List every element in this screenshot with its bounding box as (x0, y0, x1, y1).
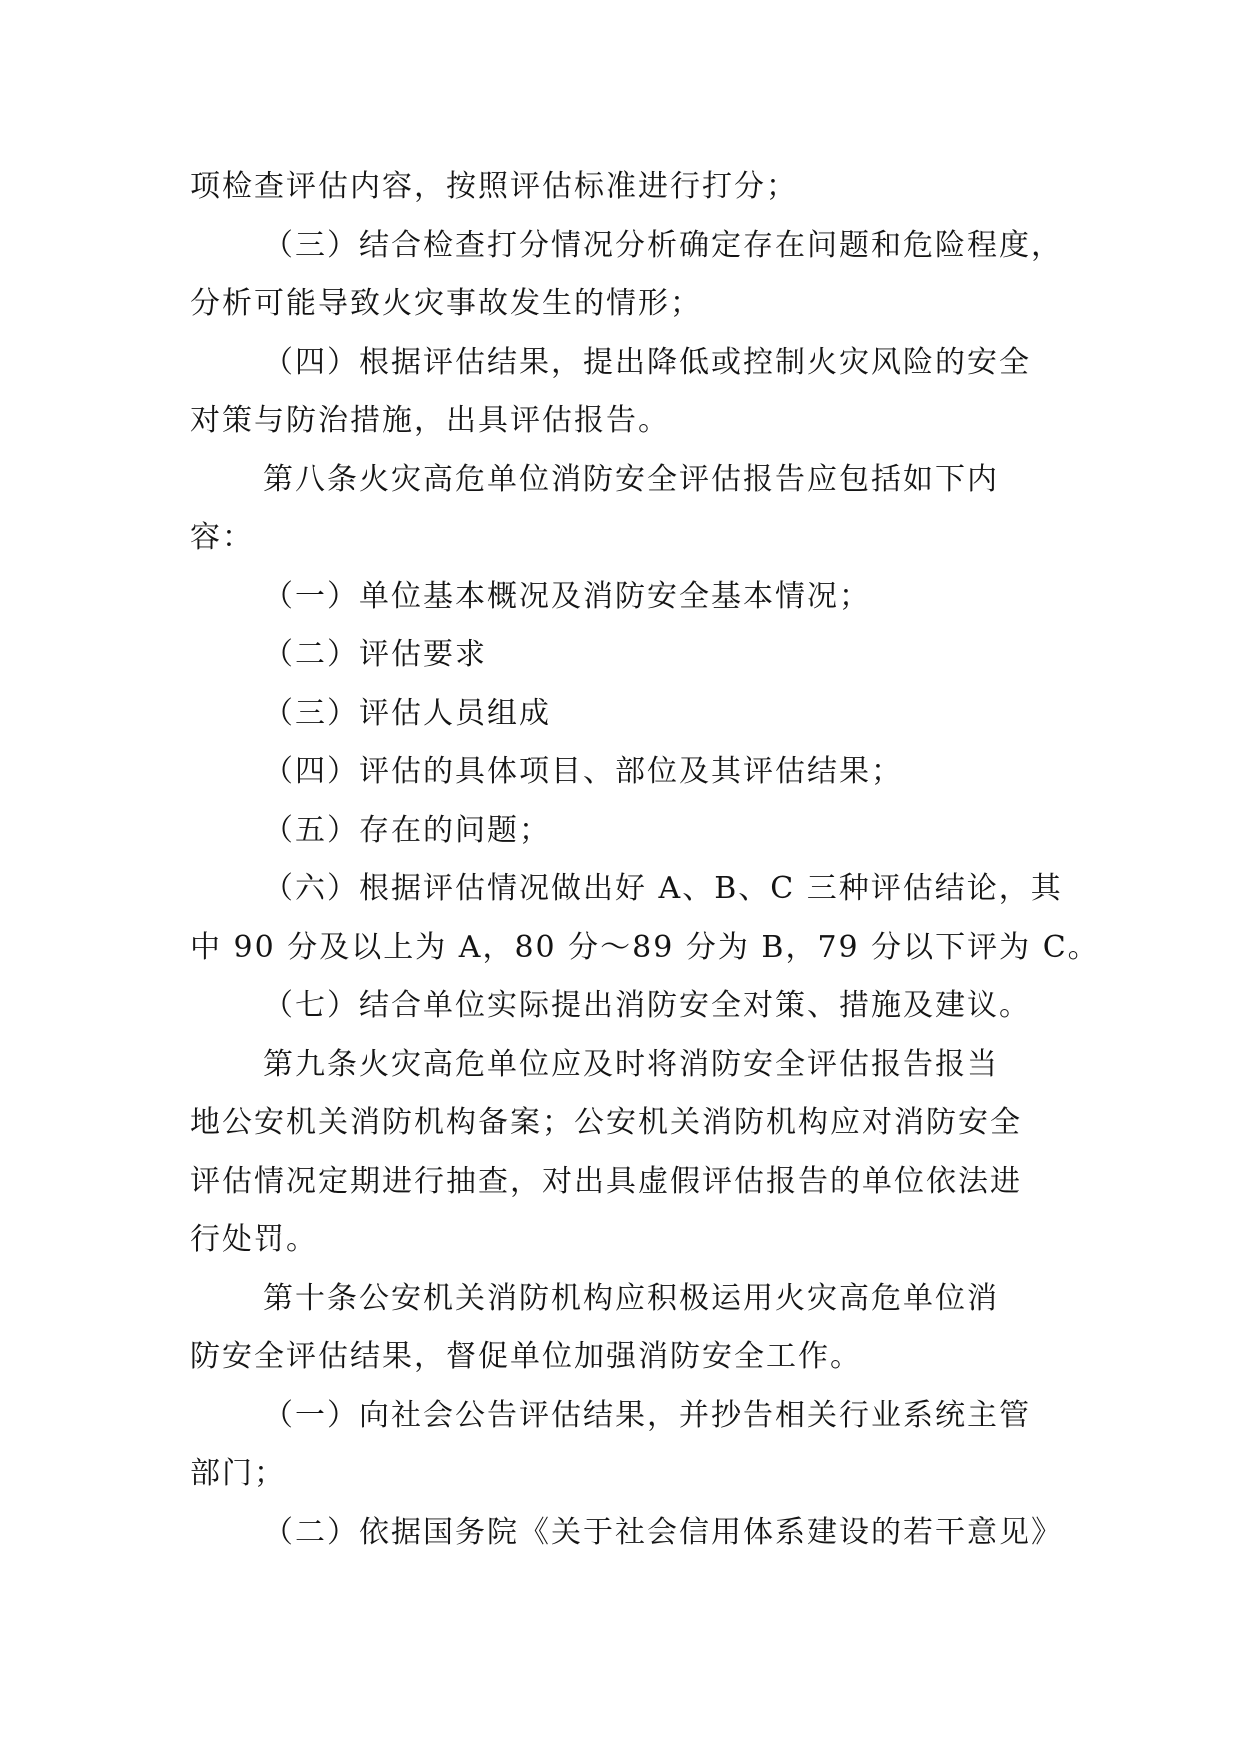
text-line-7: 容： (190, 520, 254, 555)
text-line-2: （三）结合检查打分情况分析确定存在问题和危险程度， (263, 227, 1063, 263)
document-body (190, 158, 1100, 1562)
text-line-19: 行处罚。 (190, 1222, 318, 1257)
text-line-6: 第八条火灾高危单位消防安全评估报告应包括如下内 (263, 461, 999, 497)
text-line-14: 中 90 分及以上为 A，80 分～89 分为 B，79 分以下评为 C。 (190, 929, 1100, 965)
text-line-5: 对策与防治措施，出具评估报告。 (190, 403, 670, 438)
text-line-24: （二）依据国务院《关于社会信用体系建设的若干意见》 (263, 1514, 1063, 1550)
text-line-22: （一）向社会公告评估结果，并抄告相关行业系统主管 (263, 1397, 1031, 1433)
text-line-3: 分析可能导致火灾事故发生的情形； (190, 286, 702, 321)
text-line-15: （七）结合单位实际提出消防安全对策、措施及建议。 (263, 988, 1031, 1023)
text-line-4: （四）根据评估结果，提出降低或控制火灾风险的安全 (263, 344, 1031, 380)
text-line-21: 防安全评估结果，督促单位加强消防安全工作。 (190, 1339, 862, 1374)
text-line-16: 第九条火灾高危单位应及时将消防安全评估报告报当 (263, 1046, 999, 1082)
text-line-18: 评估情况定期进行抽查，对出具虚假评估报告的单位依法进 (190, 1163, 1022, 1199)
text-line-12: （五）存在的问题； (263, 812, 551, 848)
text-line-9: （二）评估要求 (263, 637, 487, 672)
text-line-1: 项检查评估内容，按照评估标准进行打分； (190, 169, 798, 204)
text-line-10: （三）评估人员组成 (263, 695, 551, 731)
text-line-11: （四）评估的具体项目、部位及其评估结果； (263, 754, 903, 789)
text-line-8: （一）单位基本概况及消防安全基本情况； (263, 578, 871, 614)
text-line-20: 第十条公安机关消防机构应积极运用火灾高危单位消 (263, 1280, 999, 1316)
text-line-17: 地公安机关消防机构备案；公安机关消防机构应对消防安全 (190, 1105, 1022, 1140)
text-line-23: 部门； (190, 1456, 286, 1491)
text-line-13: （六）根据评估情况做出好 A、B、C 三种评估结论，其 (263, 871, 1063, 906)
